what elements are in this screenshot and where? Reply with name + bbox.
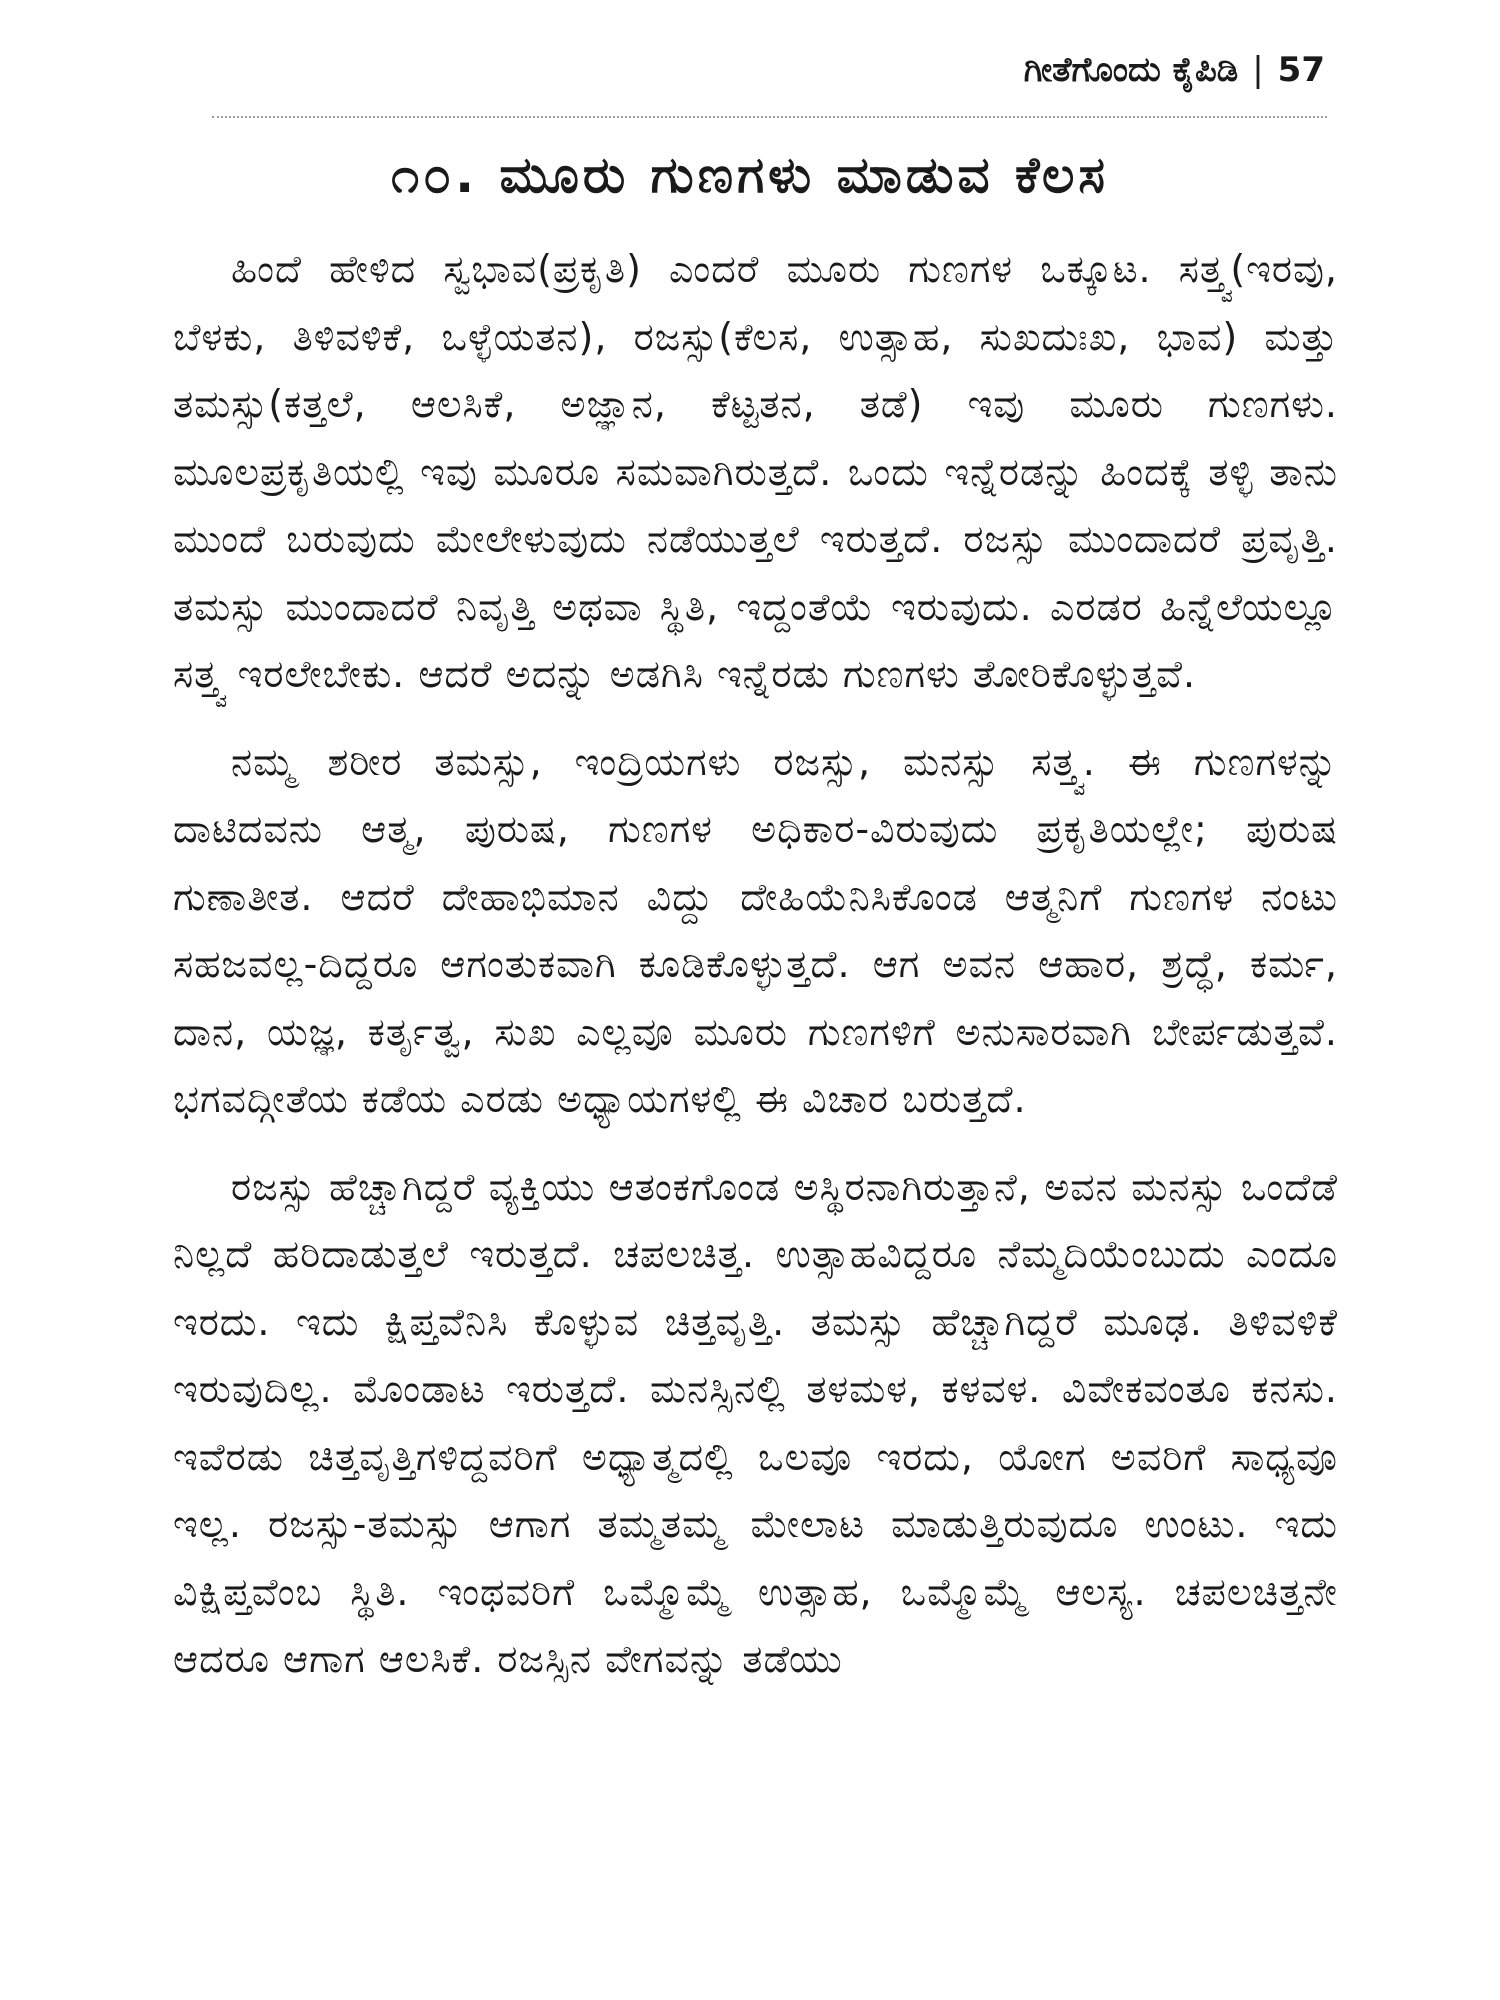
running-header [1024, 50, 1325, 90]
book-title: ಗೀತೆಗೊಂದು ಕೈಪಿಡಿ [1023, 50, 1239, 90]
paragraph-2: ನಮ್ಮ ಶರೀರ ತಮಸ್ಸು, ಇಂದ್ರಿಯಗಳು ರಜಸ್ಸು, ಮನಸ್ಸು ಸತ್ತ್ವ. ಈ ಗುಣಗಳನ್ನು ದಾಟಿದವನು ಆತ್ಮ, ಪುರುಷ, ಗುಣಗಳ ಅಧಿಕಾರ-ವಿರುವುದು ಪ್ರಕೃತಿಯಲ್ಲೇ; ಪುರುಷ ಗುಣಾತೀತ. ಆದರೆ ದೇಹಾಭಿಮಾನ ವಿದ್ದು ದೇಹಿಯೆನಿಸಿಕೊಂಡ ಆತ್ಮನಿಗೆ ಗುಣಗಳ ನಂಟು ಸಹಜವಲ್ಲ-ದಿದ್ದರೂ ಆಗಂತುಕವಾಗಿ ಕೂಡಿಕೊಳ್ಳುತ್ತದೆ. ಆಗ ಅವನ ಆಹಾರ, ಶ್ರದ್ಧೆ, ಕರ್ಮ, ದಾನ, ಯಜ್ಞ, ಕರ್ತೃತ್ವ, ಸುಖ ಎಲ್ಲವೂ ಮೂರು ಗುಣಗಳಿಗೆ ಅನುಸಾರವಾಗಿ ಬೇರ್ಪಡುತ್ತವೆ. ಭಗವದ್ಗೀತೆಯ ಕಡೆಯ ಎರಡು ಅಧ್ಯಾಯಗಳಲ್ಲಿ ಈ ವಿಚಾರ ಬರುತ್ತದೆ. [173, 739, 1338, 1121]
header-separator: | [1252, 50, 1264, 90]
paragraph-1: ಹಿಂದೆ ಹೇಳಿದ ಸ್ವಭಾವ(ಪ್ರಕೃತಿ) ಎಂದರೆ ಮೂರು ಗುಣಗಳ ಒಕ್ಕೂಟ. ಸತ್ತ್ವ(ಇರವು, ಬೆಳಕು, ತಿಳಿವಳಿಕೆ, ಒಳ್ಳೆಯತನ), ರಜಸ್ಸು(ಕೆಲಸ, ಉತ್ಸಾಹ, ಸುಖದುಃಖ, ಭಾವ) ಮತ್ತು ತಮಸ್ಸು(ಕತ್ತಲೆ, ಆಲಸಿಕೆ, ಅಜ್ಞಾನ, ಕೆಟ್ಟತನ, ತಡೆ) ಇವು ಮೂರು ಗುಣಗಳು. ಮೂಲಪ್ರಕೃತಿಯಲ್ಲಿ ಇವು ಮೂರೂ ಸಮವಾಗಿರುತ್ತದೆ. ಒಂದು ಇನ್ನೆರಡನ್ನು ಹಿಂದಕ್ಕೆ ತಳ್ಳಿ ತಾನು ಮುಂದೆ ಬರುವುದು ಮೇಲೇಳುವುದು ನಡೆಯುತ್ತಲೆ ಇರುತ್ತದೆ. ರಜಸ್ಸು ಮುಂದಾದರೆ ಪ್ರವೃತ್ತಿ. ತಮಸ್ಸು ಮುಂದಾದರೆ ನಿವೃತ್ತಿ ಅಥವಾ ಸ್ಥಿತಿ, ಇದ್ದಂತೆಯೆ ಇರುವುದು. ಎರಡರ ಹಿನ್ನೆಲೆಯಲ್ಲೂ ಸತ್ತ್ವ ಇರಲೇಬೇಕು. ಆದರೆ ಅದನ್ನು ಅಡಗಿಸಿ ಇನ್ನೆರಡು ಗುಣಗಳು ತೋರಿಕೊಳ್ಳುತ್ತವೆ. [173, 247, 1338, 696]
paragraph-3: ರಜಸ್ಸು ಹೆಚ್ಚಾಗಿದ್ದರೆ ವ್ಯಕ್ತಿಯು ಆತಂಕಗೊಂಡ ಅಸ್ಥಿರನಾಗಿರುತ್ತಾನೆ, ಅವನ ಮನಸ್ಸು ಒಂದೆಡೆ ನಿಲ್ಲದೆ ಹರಿದಾಡುತ್ತಲೆ ಇರುತ್ತದೆ. ಚಪಲಚಿತ್ತ. ಉತ್ಸಾಹವಿದ್ದರೂ ನೆಮ್ಮದಿಯೆಂಬುದು ಎಂದೂ ಇರದು. ಇದು ಕ್ಷಿಪ್ತವೆನಿಸಿ ಕೊಳ್ಳುವ ಚಿತ್ತವೃತ್ತಿ. ತಮಸ್ಸು ಹೆಚ್ಚಾಗಿದ್ದರೆ ಮೂಢ. ತಿಳಿವಳಿಕೆ ಇರುವುದಿಲ್ಲ. ಮೊಂಡಾಟ ಇರುತ್ತದೆ. ಮನಸ್ಸಿನಲ್ಲಿ ತಳಮಳ, ಕಳವಳ. ವಿವೇಕವಂತೂ ಕನಸು. ಇವೆರಡು ಚಿತ್ತವೃತ್ತಿಗಳಿದ್ದವರಿಗೆ ಅಧ್ಯಾತ್ಮದಲ್ಲಿ ಒಲವೂ ಇರದು, ಯೋಗ ಅವರಿಗೆ ಸಾಧ್ಯವೂ ಇಲ್ಲ. ರಜಸ್ಸು-ತಮಸ್ಸು ಆಗಾಗ ತಮ್ಮತಮ್ಮ ಮೇಲಾಟ ಮಾಡುತ್ತಿರುವುದೂ ಉಂಟು. ಇದು ವಿಕ್ಷಿಪ್ತವೆಂಬ ಸ್ಥಿತಿ. ಇಂಥವರಿಗೆ ಒಮ್ಮೊಮ್ಮೆ ಉತ್ಸಾಹ, ಒಮ್ಮೊಮ್ಮೆ ಆಲಸ್ಯ. ಚಪಲಚಿತ್ತನೇ ಆದರೂ ಆಗಾಗ ಆಲಸಿಕೆ. ರಜಸ್ಸಿನ ವೇಗವನ್ನು ತಡೆಯು [173, 1164, 1338, 1681]
page-number: 57 [1277, 50, 1325, 90]
chapter-title: ೧೦. ಮೂರು ಗುಣಗಳು ಮಾಡುವ ಕೆಲಸ [391, 146, 1109, 204]
body-text [173, 236, 1338, 1694]
header-divider [212, 116, 1327, 118]
